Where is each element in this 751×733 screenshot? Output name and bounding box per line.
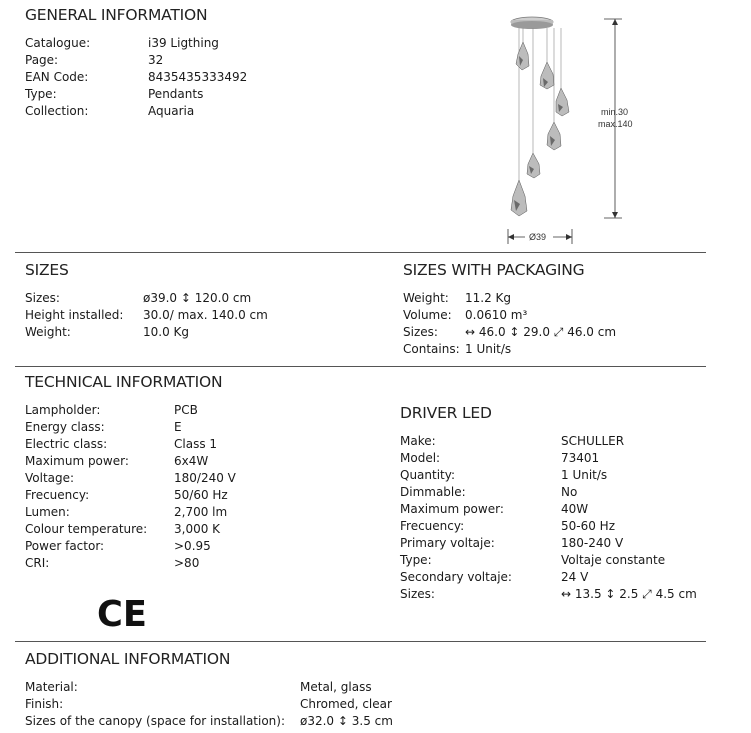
row-value: 2,700 lm	[174, 505, 228, 519]
row-value: 73401	[561, 451, 600, 465]
row-label: Sizes:	[403, 325, 438, 339]
row-value: 50/60 Hz	[174, 488, 228, 502]
row-value: ø32.0 ↕ 3.5 cm	[300, 714, 393, 728]
row-value: PCB	[174, 403, 198, 417]
row-value: ø39.0 ↕ 120.0 cm	[143, 291, 252, 305]
row-value: Aquaria	[148, 104, 195, 118]
row-label: Weight:	[403, 291, 449, 305]
row-value: 8435435333492	[148, 70, 248, 84]
row-label: Dimmable:	[400, 485, 466, 499]
diameter-label: Ø39	[529, 232, 547, 242]
row-label: Power factor:	[25, 539, 105, 553]
row-value: 1 Unit/s	[465, 342, 512, 356]
row-label: Sizes of the canopy (space for installation):	[25, 714, 286, 728]
additional-title: ADDITIONAL INFORMATION	[25, 650, 231, 668]
row-label: Primary voltaje:	[400, 536, 495, 550]
row-value: 6x4W	[174, 454, 209, 468]
row-value: ↔ 13.5 ↕ 2.5 ⤢ 4.5 cm	[561, 587, 697, 601]
general-info-title: GENERAL INFORMATION	[25, 6, 208, 24]
divider-general	[15, 252, 706, 253]
row-label: Maximum power:	[400, 502, 504, 516]
row-value: 10.0 Kg	[143, 325, 190, 339]
row-label: Electric class:	[25, 437, 108, 451]
divider-sizes	[15, 366, 706, 367]
row-value: Metal, glass	[300, 680, 372, 694]
row-value: Class 1	[174, 437, 218, 451]
row-value: 24 V	[561, 570, 589, 584]
row-label: Make:	[400, 434, 436, 448]
sizes-title: SIZES	[25, 261, 69, 279]
row-value: >0.95	[174, 539, 211, 553]
row-label: Collection:	[25, 104, 89, 118]
row-label: Model:	[400, 451, 441, 465]
row-label: Material:	[25, 680, 78, 694]
row-value: No	[561, 485, 578, 499]
row-label: Sizes:	[400, 587, 435, 601]
row-label: Secondary voltaje:	[400, 570, 512, 584]
product-dimension-drawing	[495, 8, 645, 248]
row-label: Finish:	[25, 697, 64, 711]
row-value: SCHULLER	[561, 434, 625, 448]
row-label: Lumen:	[25, 505, 70, 519]
row-value: 3,000 K	[174, 522, 221, 536]
row-label: Contains:	[403, 342, 460, 356]
row-label: EAN Code:	[25, 70, 89, 84]
technical-title: TECHNICAL INFORMATION	[25, 373, 223, 391]
row-value: 30.0/ max. 140.0 cm	[143, 308, 268, 322]
row-value: >80	[174, 556, 200, 570]
row-value: Voltaje constante	[561, 553, 666, 567]
row-label: Quantity:	[400, 468, 456, 482]
row-label: Volume:	[403, 308, 452, 322]
row-value: ↔ 46.0 ↕ 29.0 ⤢ 46.0 cm	[465, 325, 617, 339]
row-value: Pendants	[148, 87, 204, 101]
row-label: Frecuency:	[25, 488, 90, 502]
row-label: CRI:	[25, 556, 50, 570]
row-label: Height installed:	[25, 308, 124, 322]
height-max-label: max.140	[598, 119, 633, 129]
row-value: i39 Ligthing	[148, 36, 219, 50]
row-label: Colour temperature:	[25, 522, 148, 536]
row-label: Maximum power:	[25, 454, 129, 468]
row-label: Frecuency:	[400, 519, 465, 533]
row-value: 180-240 V	[561, 536, 624, 550]
row-value: 32	[148, 53, 164, 67]
row-value: 180/240 V	[174, 471, 236, 485]
row-label: Catalogue:	[25, 36, 91, 50]
height-min-label: min.30	[601, 107, 629, 117]
divider-technical	[15, 641, 706, 642]
row-value: 50-60 Hz	[561, 519, 616, 533]
row-value: 1 Unit/s	[561, 468, 608, 482]
row-label: Type:	[400, 553, 432, 567]
row-label: Type:	[25, 87, 57, 101]
row-label: Voltage:	[25, 471, 75, 485]
packaging-title: SIZES WITH PACKAGING	[403, 261, 585, 279]
row-value: E	[174, 420, 182, 434]
ce-mark-text: CE	[97, 594, 147, 631]
row-value: Chromed, clear	[300, 697, 392, 711]
driver-title: DRIVER LED	[400, 404, 492, 422]
row-label: Lampholder:	[25, 403, 101, 417]
row-label: Weight:	[25, 325, 71, 339]
ce-mark-icon	[97, 593, 147, 631]
row-label: Page:	[25, 53, 59, 67]
row-value: 40W	[561, 502, 589, 516]
row-label: Energy class:	[25, 420, 105, 434]
row-value: 0.0610 m³	[465, 308, 528, 322]
row-value: 11.2 Kg	[465, 291, 512, 305]
row-label: Sizes:	[25, 291, 60, 305]
